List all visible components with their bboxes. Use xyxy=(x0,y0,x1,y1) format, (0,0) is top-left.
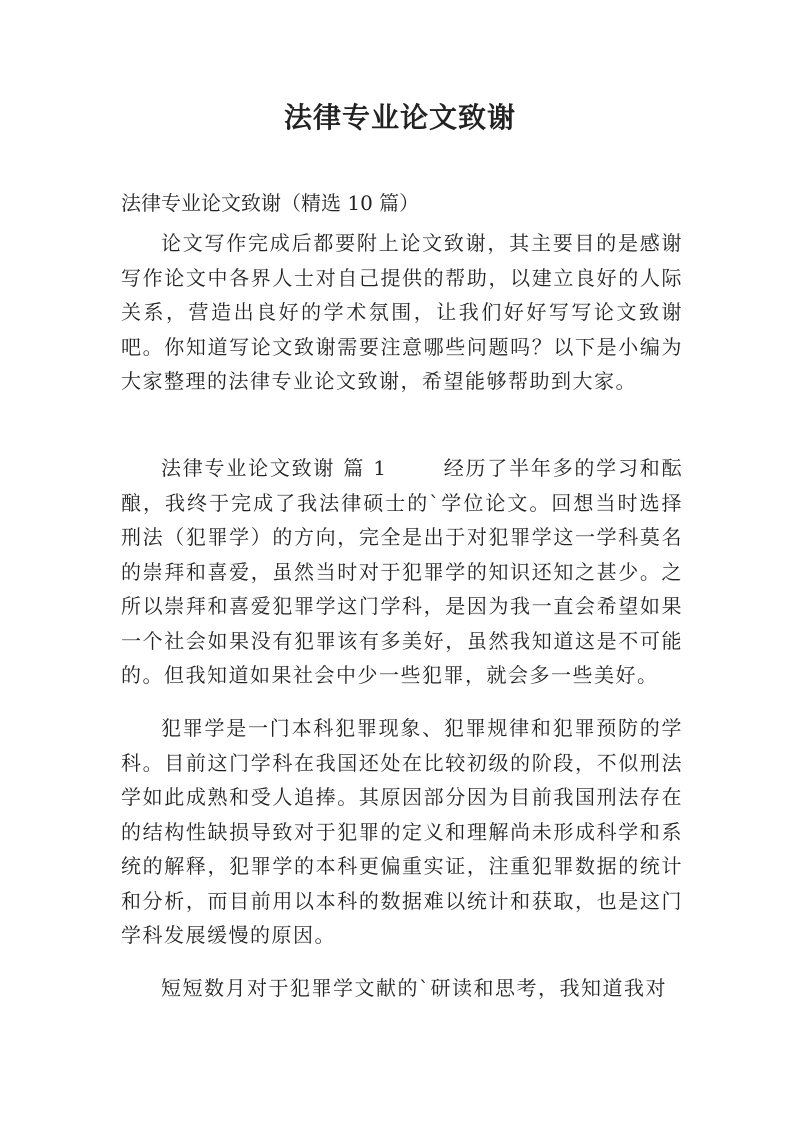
section-1-first-paragraph xyxy=(121,451,683,693)
section-1-paragraph-3-text: 短短数月对于犯罪学文献的`研读和思考，我知道我对 xyxy=(161,976,667,1000)
intro-paragraph xyxy=(121,226,683,399)
section-1-paragraph-2-text: 犯罪学是一门本科犯罪现象、犯罪规律和犯罪预防的学科。目前这门学科在我国还处在比较初级的阶段，不似刑法学如此成熟和受人追捧。其原因部分因为目前我国刑法存在的结构性缺损导致对于犯罪的定义和理解尚未形成科学和系统的解释，犯罪学的本科更偏重实证，注重犯罪数据的统计和分析，而目前用以本科的数据难以统计和获取，也是这门学科发展缓慢的原因。 xyxy=(121,716,683,947)
section-1-paragraph-1-text: 经历了半年多的学习和酝酿，我终于完成了我法律硕士的`学位论文。回想当时选择刑法（犯罪学）的方向，完全是出于对犯罪学这一学科莫名的崇拜和喜爱，虽然当时对于犯罪学的知识还知之甚少。之所以崇拜和喜爱犯罪学这门学科，是因为我一直会希望如果一个社会如果没有犯罪该有多美好，虽然我知道这是不可能的。但我知道如果社会中少一些犯罪，就会多一些美好。 xyxy=(121,456,683,687)
intro-text: 论文写作完成后都要附上论文致谢，其主要目的是感谢写作论文中各界人士对自己提供的帮助，以建立良好的人际关系，营造出良好的学术氛围，让我们好好写写论文致谢吧。你知道写论文致谢需要注意哪些问题吗？以下是小编为大家整理的法律专业论文致谢，希望能够帮助到大家。 xyxy=(121,231,683,393)
document-title: 法律专业论文致谢 xyxy=(283,101,516,134)
document-subtitle: 法律专业论文致谢（精选 10 篇） xyxy=(121,191,420,215)
section-1-paragraph-1 xyxy=(121,451,683,693)
section-1-paragraph-3 xyxy=(121,971,683,1006)
section-1-heading: 法律专业论文致谢 篇 1 xyxy=(161,456,388,480)
section-1-paragraph-2 xyxy=(121,711,683,953)
